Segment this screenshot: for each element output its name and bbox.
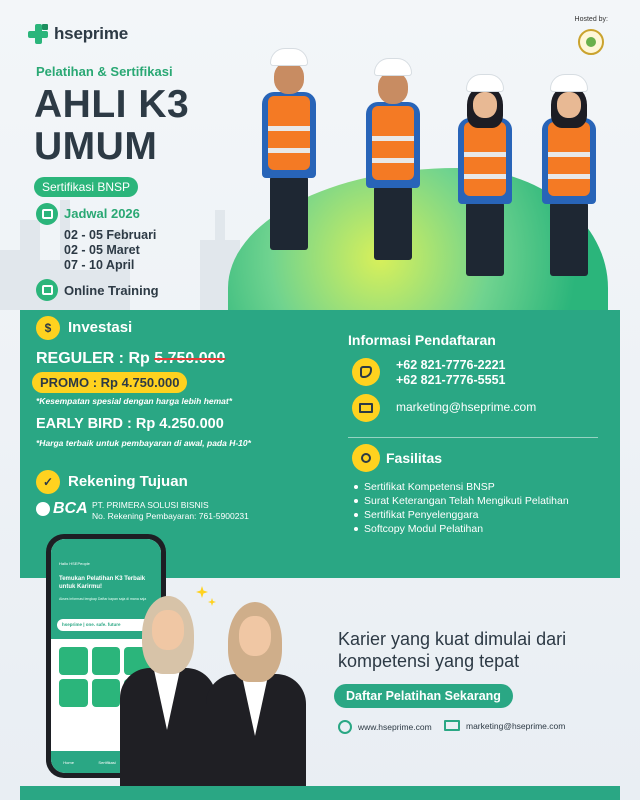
envelope-icon xyxy=(444,720,460,731)
host-seal-icon xyxy=(578,29,604,55)
app-search-bar: hseprime | one. safe. future xyxy=(57,619,155,631)
hero-title xyxy=(34,84,189,168)
app-greeting: Hallo HSEPeople xyxy=(59,561,90,566)
bank-icon: ✓ xyxy=(36,470,60,494)
mail-icon xyxy=(352,394,380,422)
account-number: No. Rekening Pembayaran: 761-5900231 xyxy=(92,511,249,521)
hosted-label: Hosted by: xyxy=(574,16,608,23)
title-line-1: AHLI K3 xyxy=(34,83,190,126)
hosted-by xyxy=(575,16,608,55)
fasilitas-item: Sertifikat Kompetensi BNSP xyxy=(352,480,569,494)
schedule-label: Jadwal 2026 xyxy=(64,206,140,221)
investasi-heading: Investasi xyxy=(68,319,133,336)
cross-logo-icon xyxy=(28,24,48,44)
logo-text: hseprime xyxy=(54,24,128,43)
app-title: Temukan Pelatihan K3 Terbaik untuk Karirmu! xyxy=(59,576,146,590)
fasilitas-heading: Fasilitas xyxy=(386,450,443,466)
early-bird-note: *Harga terbaik untuk pembayaran di awal, pada H-10* xyxy=(36,438,251,448)
fasilitas-item: Softcopy Modul Pelatihan xyxy=(352,522,569,536)
date-item: 02 - 05 Maret xyxy=(64,243,140,257)
title-line-2: UMUM xyxy=(34,125,158,168)
fasilitas-item: Surat Keterangan Telah Mengikuti Pelatihan xyxy=(352,494,569,508)
info-email[interactable]: marketing@hseprime.com xyxy=(396,400,537,414)
early-bird-price: EARLY BIRD : Rp 4.250.000 xyxy=(36,416,224,432)
online-training-icon xyxy=(36,279,58,301)
nav-home: Home xyxy=(63,759,74,765)
phone-numbers xyxy=(396,358,505,388)
facility-icon xyxy=(352,444,380,472)
bca-logo xyxy=(36,500,88,518)
training-mode: Online Training xyxy=(64,283,159,298)
tagline: Karier yang kuat dimulai dari kompetensi yang tepat xyxy=(338,629,567,671)
bca-wordmark: BCA xyxy=(53,500,88,517)
brand-logo[interactable] xyxy=(28,24,128,44)
phone-icon xyxy=(352,358,380,386)
rekening-heading: Rekening Tujuan xyxy=(68,473,188,490)
register-button[interactable]: Daftar Pelatihan Sekarang xyxy=(334,684,513,708)
bca-emblem-icon xyxy=(36,502,50,516)
bottom-bar xyxy=(20,786,620,800)
footer-email-link[interactable] xyxy=(444,720,565,731)
calendar-icon xyxy=(36,203,58,225)
date-item: 07 - 10 April xyxy=(64,258,135,272)
phone-number[interactable]: +62 821-7776-2221 xyxy=(396,358,506,372)
woman-figure xyxy=(200,602,310,792)
globe-icon xyxy=(338,720,352,734)
reguler-price xyxy=(36,350,225,368)
divider xyxy=(348,437,598,438)
fasilitas-item: Sertifikat Penyelenggara xyxy=(352,508,569,522)
reguler-strike-price: 5.750.000 xyxy=(154,350,226,367)
promo-price-badge: PROMO : Rp 4.750.000 xyxy=(32,372,187,393)
schedule-dates xyxy=(64,228,156,273)
info-heading: Informasi Pendaftaran xyxy=(348,332,496,348)
app-subtitle: Akses informasi lengkap Daftar kapan saja di mana saja xyxy=(59,597,147,601)
website-link[interactable] xyxy=(338,720,432,734)
money-icon: $ xyxy=(36,316,60,340)
website-text: www.hseprime.com xyxy=(358,722,432,732)
hero-subtitle: Pelatihan & Sertifikasi xyxy=(36,64,173,79)
reguler-label: REGULER : Rp xyxy=(36,350,150,367)
fasilitas-list xyxy=(352,480,569,536)
nav-sertifikasi: Sertifikasi xyxy=(98,759,116,765)
cert-pill: Sertifikasi BNSP xyxy=(34,177,138,197)
date-item: 02 - 05 Februari xyxy=(64,228,157,242)
account-holder: PT. PRIMERA SOLUSI BISNIS xyxy=(92,500,209,510)
promo-note: *Kesempatan spesial dengan harga lebih hemat* xyxy=(36,396,233,406)
phone-number[interactable]: +62 821-7776-5551 xyxy=(396,373,506,387)
footer-email-text: marketing@hseprime.com xyxy=(466,720,566,731)
